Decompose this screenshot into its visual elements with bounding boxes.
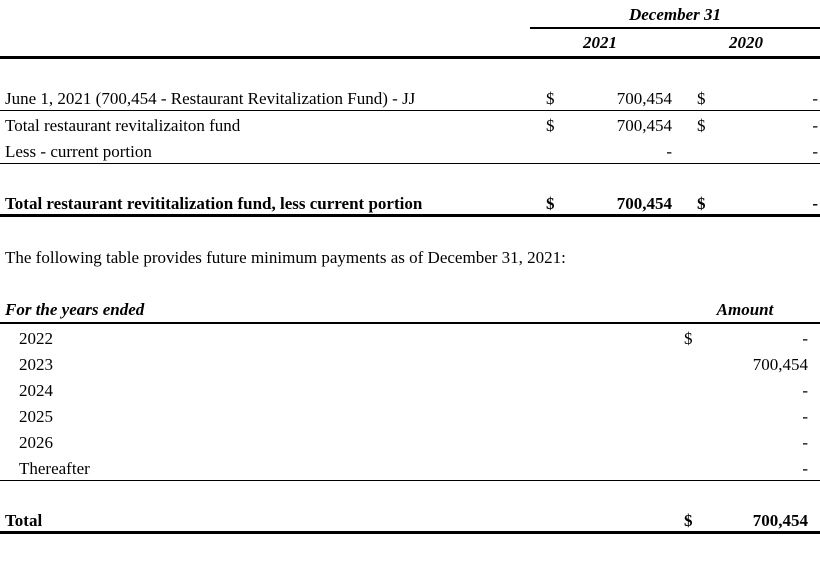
payments-header-label: For the years ended xyxy=(5,300,145,319)
period-header: December 31 xyxy=(628,5,722,24)
total-value-2021: 700,454 xyxy=(616,194,672,213)
year-label: 2024 xyxy=(19,381,53,400)
value-2020: - xyxy=(812,142,818,161)
amount-value: - xyxy=(802,433,808,452)
currency-symbol: $ xyxy=(684,511,693,530)
amount-value: - xyxy=(802,329,808,348)
row-label: June 1, 2021 (700,454 - Restaurant Revitalization Fund) - JJ xyxy=(5,89,416,108)
column-header-2020: 2020 xyxy=(729,33,763,52)
payments-rows-rule xyxy=(0,480,820,481)
currency-symbol: $ xyxy=(697,89,706,108)
year-label: 2023 xyxy=(19,355,53,374)
value-2020: - xyxy=(812,89,818,108)
payments-total-rule xyxy=(0,531,820,534)
amount-value: - xyxy=(802,381,808,400)
amount-value: - xyxy=(802,407,808,426)
amount-value: 700,454 xyxy=(752,355,808,374)
currency-symbol: $ xyxy=(697,116,706,135)
year-label: Thereafter xyxy=(19,459,90,478)
payments-total-value: 700,454 xyxy=(752,511,808,530)
row-label: Less - current portion xyxy=(5,142,152,161)
payments-header-amount: Amount xyxy=(716,300,774,319)
row-rule xyxy=(0,110,820,111)
currency-symbol: $ xyxy=(697,194,706,213)
currency-symbol: $ xyxy=(684,329,693,348)
value-2020: - xyxy=(812,116,818,135)
year-label: 2026 xyxy=(19,433,53,452)
total-label: Total restaurant revititalization fund, less current portion xyxy=(5,194,423,213)
value-2021: - xyxy=(666,142,672,161)
value-2021: 700,454 xyxy=(616,89,672,108)
row-rule xyxy=(0,163,820,164)
payments-total-label: Total xyxy=(5,511,43,530)
currency-symbol: $ xyxy=(546,116,555,135)
header-rule xyxy=(530,27,820,29)
total-value-2020: - xyxy=(812,194,818,213)
total-rule xyxy=(0,214,820,217)
year-label: 2022 xyxy=(19,329,53,348)
currency-symbol: $ xyxy=(546,194,555,213)
payments-header-rule xyxy=(0,322,820,324)
currency-symbol: $ xyxy=(546,89,555,108)
header-bottom-rule xyxy=(0,56,820,59)
column-header-2021: 2021 xyxy=(583,33,617,52)
amount-value: - xyxy=(802,459,808,478)
row-label: Total restaurant revitalizaiton fund xyxy=(5,116,241,135)
value-2021: 700,454 xyxy=(616,116,672,135)
year-label: 2025 xyxy=(19,407,53,426)
note-text: The following table provides future minimum payments as of December 31, 2021: xyxy=(5,248,566,267)
